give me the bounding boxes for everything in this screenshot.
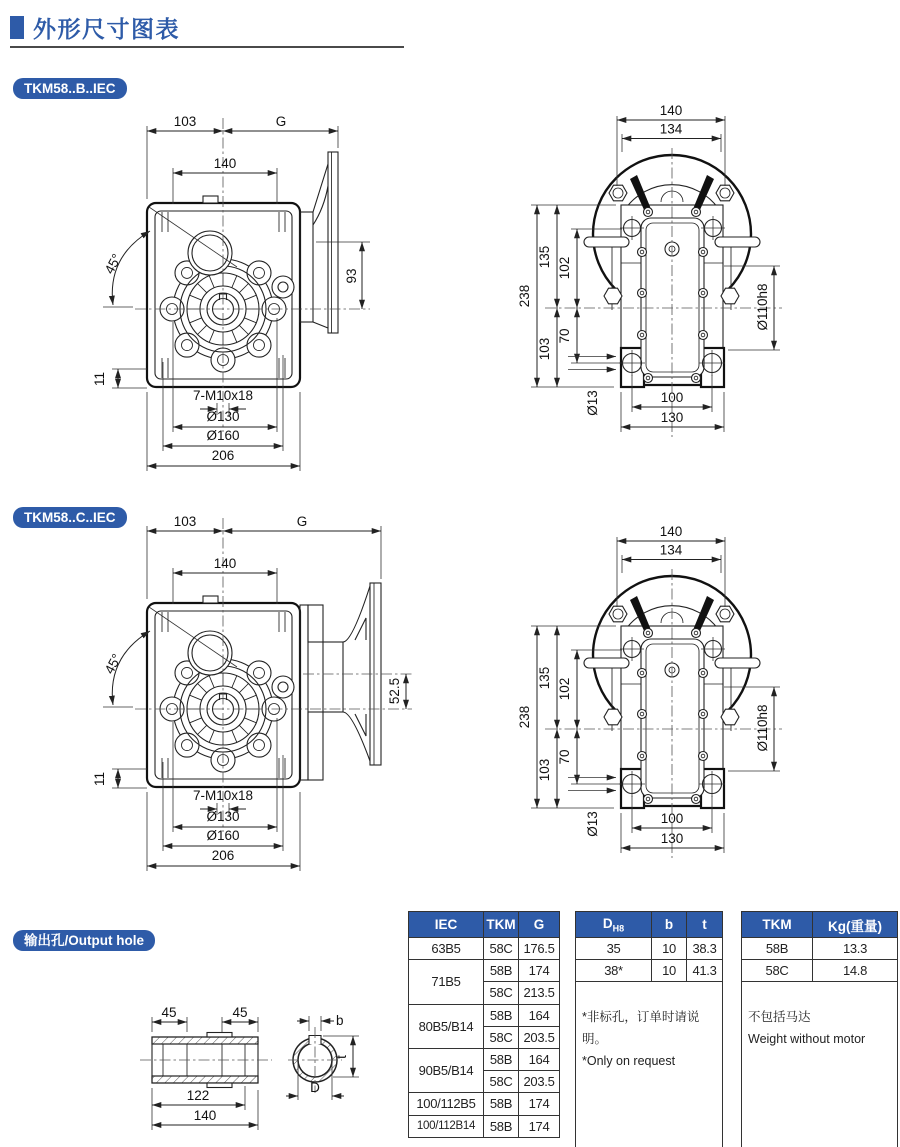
table-cell: 38* (576, 960, 652, 982)
table-row (409, 1004, 560, 1026)
table-cell: 174 (519, 960, 560, 982)
table-row (409, 1048, 560, 1070)
table-header-row (409, 912, 560, 938)
table-row (742, 960, 898, 982)
table-cell: 14.8 (813, 960, 898, 982)
table-cell: 58B (484, 1115, 519, 1137)
column-header-iec: IEC (409, 912, 484, 938)
dim-140: 140 (213, 156, 237, 171)
note-en: *Only on request (582, 1054, 676, 1069)
table-cell: 176.5 (519, 938, 560, 960)
note-cn: 不包括马达 (748, 1010, 811, 1025)
section-badge-output-hole: 输出孔/Output hole (13, 930, 155, 951)
column-header-dh8: $D_{H8}$ (576, 912, 652, 938)
note-cn: *非标孔，订单时请说明。 (582, 1010, 700, 1047)
table-cell: 41.3 (687, 960, 723, 982)
table-cell: 58B (484, 960, 519, 982)
table-cell: 58C (484, 982, 519, 1004)
table-row (409, 938, 560, 960)
table-cell: 58C (484, 1071, 519, 1093)
table-cell: 13.3 (813, 938, 898, 960)
title-underline (10, 46, 404, 48)
table-cell: 80B5/B14 (409, 1004, 484, 1048)
dim-45-left: 45 (161, 1005, 177, 1020)
dim-238: 238 (517, 284, 532, 308)
output-hole-drawing (130, 1005, 370, 1145)
table-cell: 164 (519, 1004, 560, 1026)
section-badge-tkm58-c: TKM58..C..IEC (13, 507, 127, 528)
table-cell: 63B5 (409, 938, 484, 960)
column-header-kg: Kg(重量) (813, 912, 898, 938)
title-bullet (10, 16, 24, 39)
table-row (576, 938, 723, 960)
dim-45-right: 45 (232, 1005, 248, 1020)
dim-angle-45: 45° (101, 251, 125, 277)
dim-122: 122 (186, 1088, 210, 1103)
tkm58-b-side-view-drawing (85, 105, 485, 500)
table-cell: 164 (519, 1048, 560, 1070)
dim-b: b (336, 1013, 344, 1028)
dim-d110h8: Ø110h8 (755, 283, 770, 331)
dim-d160: Ø160 (206, 428, 240, 443)
table-row (409, 1093, 560, 1115)
table-cell: 38.3 (687, 938, 723, 960)
page-header (10, 11, 180, 44)
dim-bolt-pattern: 7-M10x18 (192, 388, 254, 403)
bore-dimension-table (575, 911, 723, 1147)
dim-d13: Ø13 (585, 390, 600, 416)
dim-g: G (296, 514, 308, 529)
dim-g: G (275, 114, 287, 129)
dim-206: 206 (211, 448, 235, 463)
gearbox-side-body (92, 114, 310, 471)
table-cell: 58B (742, 938, 813, 960)
dim-D: D (310, 1080, 320, 1095)
page-title: 外形尺寸图表 (33, 16, 180, 42)
dim-135: 135 (537, 245, 552, 269)
table-row (576, 960, 723, 982)
tkm58-c-side-view-drawing (85, 510, 505, 890)
table-cell: 58C (484, 1026, 519, 1048)
dim-102: 102 (557, 256, 572, 280)
table-cell: 10 (652, 960, 687, 982)
bore-cross-section (286, 1013, 359, 1100)
dim-130: 130 (660, 410, 684, 425)
table-cell: 203.5 (519, 1071, 560, 1093)
table-note (576, 982, 723, 1147)
dim-140: 140 (659, 103, 683, 118)
table-header-row (742, 912, 898, 938)
table-cell: 58C (484, 938, 519, 960)
table-cell: 100/112B5 (409, 1093, 484, 1115)
column-header-tkm: TKM (742, 912, 813, 938)
dim-93: 93 (344, 268, 359, 284)
dim-100: 100 (660, 390, 684, 405)
iec-flange-table (408, 911, 560, 1138)
gearbox-front-view (517, 103, 782, 437)
column-header-g: G (519, 912, 560, 938)
table-cell: 58B (484, 1004, 519, 1026)
table-header-row (576, 912, 723, 938)
note-en: Weight without motor (748, 1032, 866, 1047)
table-cell: 174 (519, 1115, 560, 1137)
table-row (742, 938, 898, 960)
dim-11: 11 (92, 371, 107, 387)
table-cell: 203.5 (519, 1026, 560, 1048)
table-row (409, 960, 560, 982)
section-badge-tkm58-b: TKM58..B..IEC (13, 78, 127, 99)
table-cell: 213.5 (519, 982, 560, 1004)
column-header-t: t (687, 912, 723, 938)
column-header-tkm: TKM (484, 912, 519, 938)
table-cell: 35 (576, 938, 652, 960)
table-cell: 10 (652, 938, 687, 960)
table-cell: 174 (519, 1093, 560, 1115)
tkm58-b-front-view-drawing (515, 100, 900, 445)
dim-52-5: 52.5 (387, 677, 402, 705)
table-cell: 71B5 (409, 960, 484, 1004)
dim-103: 103 (537, 337, 552, 361)
dim-134: 134 (659, 121, 683, 137)
dim-t: t (334, 1055, 349, 1059)
column-header-b: b (652, 912, 687, 938)
table-cell: 90B5/B14 (409, 1048, 484, 1092)
dim-d130: Ø130 (206, 409, 240, 424)
table-cell: 58B (484, 1048, 519, 1070)
dim-103: 103 (173, 114, 197, 129)
table-cell: 100/112B14 (409, 1115, 484, 1137)
dim-70: 70 (557, 328, 572, 344)
table-row (409, 1115, 560, 1137)
table-cell: 58B (484, 1093, 519, 1115)
table-cell: 58C (742, 960, 813, 982)
tkm58-c-front-view-drawing (515, 521, 900, 866)
hollow-shaft-section (140, 1005, 272, 1130)
weight-table (741, 911, 898, 1147)
table-note-row (576, 982, 723, 1147)
table-note-row (742, 982, 898, 1147)
table-note (742, 982, 898, 1147)
dim-140: 140 (193, 1108, 217, 1123)
